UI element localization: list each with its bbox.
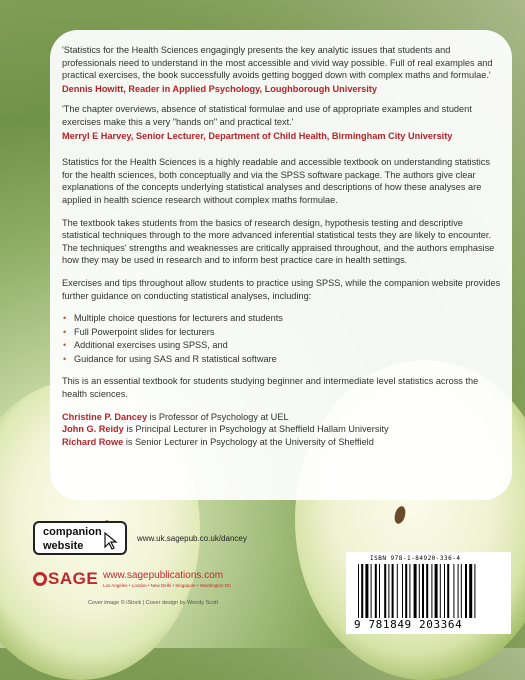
list-item: • Guidance for using SAS and R statistical software (62, 353, 502, 366)
sage-logo-text: SAGE (48, 569, 99, 588)
barcode (346, 552, 511, 634)
list-item: • Additional exercises using SPSS, and (62, 339, 502, 352)
barcode-bar (397, 564, 398, 618)
barcode-bars (356, 564, 501, 618)
barcode-bar (371, 564, 372, 618)
barcode-bar (422, 564, 424, 618)
isbn-label: ISBN 978-1-84920-336-4 (370, 555, 461, 562)
barcode-bar (419, 564, 420, 618)
author-bio (62, 423, 502, 436)
barcode-bar (375, 564, 377, 618)
list-item: • Multiple choice questions for lecturers and students (62, 312, 502, 325)
author-role: is Professor of Psychology at UEL (147, 411, 289, 422)
barcode-bar (435, 564, 438, 618)
barcode-bar (402, 564, 403, 618)
quote-attribution: Merryl E Harvey, Senior Lecturer, Department of Child Health, Birmingham City University (62, 130, 453, 141)
author-bio (62, 411, 502, 424)
barcode-bar (379, 564, 380, 618)
barcode-bar (440, 564, 441, 618)
barcode-bar (474, 564, 475, 618)
feature-list (62, 312, 502, 365)
website-label: website (43, 540, 84, 552)
companion-url-link[interactable]: www.uk.sagepub.co.uk/dancey (137, 534, 247, 543)
barcode-bar (469, 564, 472, 618)
review-quote-2 (62, 103, 502, 142)
quote-attribution: Dennis Howitt, Reader in Applied Psychology, Loughborough University (62, 83, 377, 94)
review-quote-1 (62, 44, 502, 95)
barcode-bar (458, 564, 459, 618)
barcode-bar (388, 564, 389, 618)
barcode-bar (465, 564, 467, 618)
barcode-bar (358, 564, 359, 618)
description-paragraph-3: Exercises and tips throughout allow students to practice using SPSS, while the companion website provides further guidance on conducting statistical analyses, including: (62, 277, 501, 301)
barcode-number: 9 781849 203364 (354, 618, 463, 631)
sage-url-link[interactable]: www.sagepublications.com (103, 570, 224, 581)
author-role: is Principal Lecturer in Psychology at Sheffield Hallam University (123, 424, 389, 435)
barcode-bar (431, 564, 432, 618)
barcode-bar (365, 564, 368, 618)
barcode-bar (426, 564, 428, 618)
barcode-bar (409, 564, 410, 618)
sage-logo (33, 569, 98, 589)
author-name: Richard Rowe (62, 436, 124, 447)
companion-label: companion (43, 526, 102, 538)
barcode-bar (461, 564, 462, 618)
sage-cities: Los Angeles • London • New Delhi • Singapore • Washington DC (103, 583, 232, 588)
author-role: is Senior Lecturer in Psychology at the University of Sheffield (123, 436, 374, 447)
barcode-bar (384, 564, 386, 618)
cover-credits: Cover image © iStock | Cover design by Wendy Scott (88, 600, 219, 606)
description-paragraph-2: The textbook takes students from the basics of research design, hypothesis testing and descriptive statistical techniques through to the more advanced inferential statistical tests they are likely to encounter. The techniques' strengths and weaknesses are critically appraised throughout, and the authors emphasise how they may be used in research and to inform best practice care in health settings. (62, 217, 495, 266)
description-paragraph-1: Statistics for the Health Sciences is a highly readable and accessible textbook on understanding statistics for the health sciences, both conceptually and via the SPSS software package. The authors give clear explanations of the concepts underlying statistical analyses and descriptions of how these analyses are applied in health science research without complex maths formulae. (62, 157, 490, 205)
author-bio (62, 436, 502, 449)
cursor-icon (104, 532, 118, 550)
author-name: Christine P. Dancey (62, 411, 148, 422)
quote-text: 'The chapter overviews, absence of statistical formulae and use of appropriate examples and student exercises make this a very "hands on" and practical text.' (62, 104, 472, 127)
list-item: • Full Powerpoint slides for lecturers (62, 326, 502, 339)
barcode-bar (361, 564, 363, 618)
barcode-bar (414, 564, 417, 618)
barcode-bar (444, 564, 445, 618)
barcode-bar (392, 564, 394, 618)
back-cover-text (62, 44, 502, 448)
barcode-bar (405, 564, 407, 618)
author-bios (62, 411, 502, 449)
author-name: John G. Reidy (62, 424, 124, 435)
sage-swirl-icon (33, 572, 47, 586)
quote-text: 'Statistics for the Health Sciences engagingly presents the key analytic issues that students and professionals need to understand in the most accessible and vivid way possible. Full of real examples and practical exercises, the book successfully avoids getting bogged down with complex maths and formulae.' (62, 45, 493, 81)
barcode-bar (447, 564, 449, 618)
barcode-bar (453, 564, 454, 618)
description-paragraph-4: This is an essential textbook for students studying beginner and intermediate level statistics across the health sciences. (62, 376, 479, 400)
